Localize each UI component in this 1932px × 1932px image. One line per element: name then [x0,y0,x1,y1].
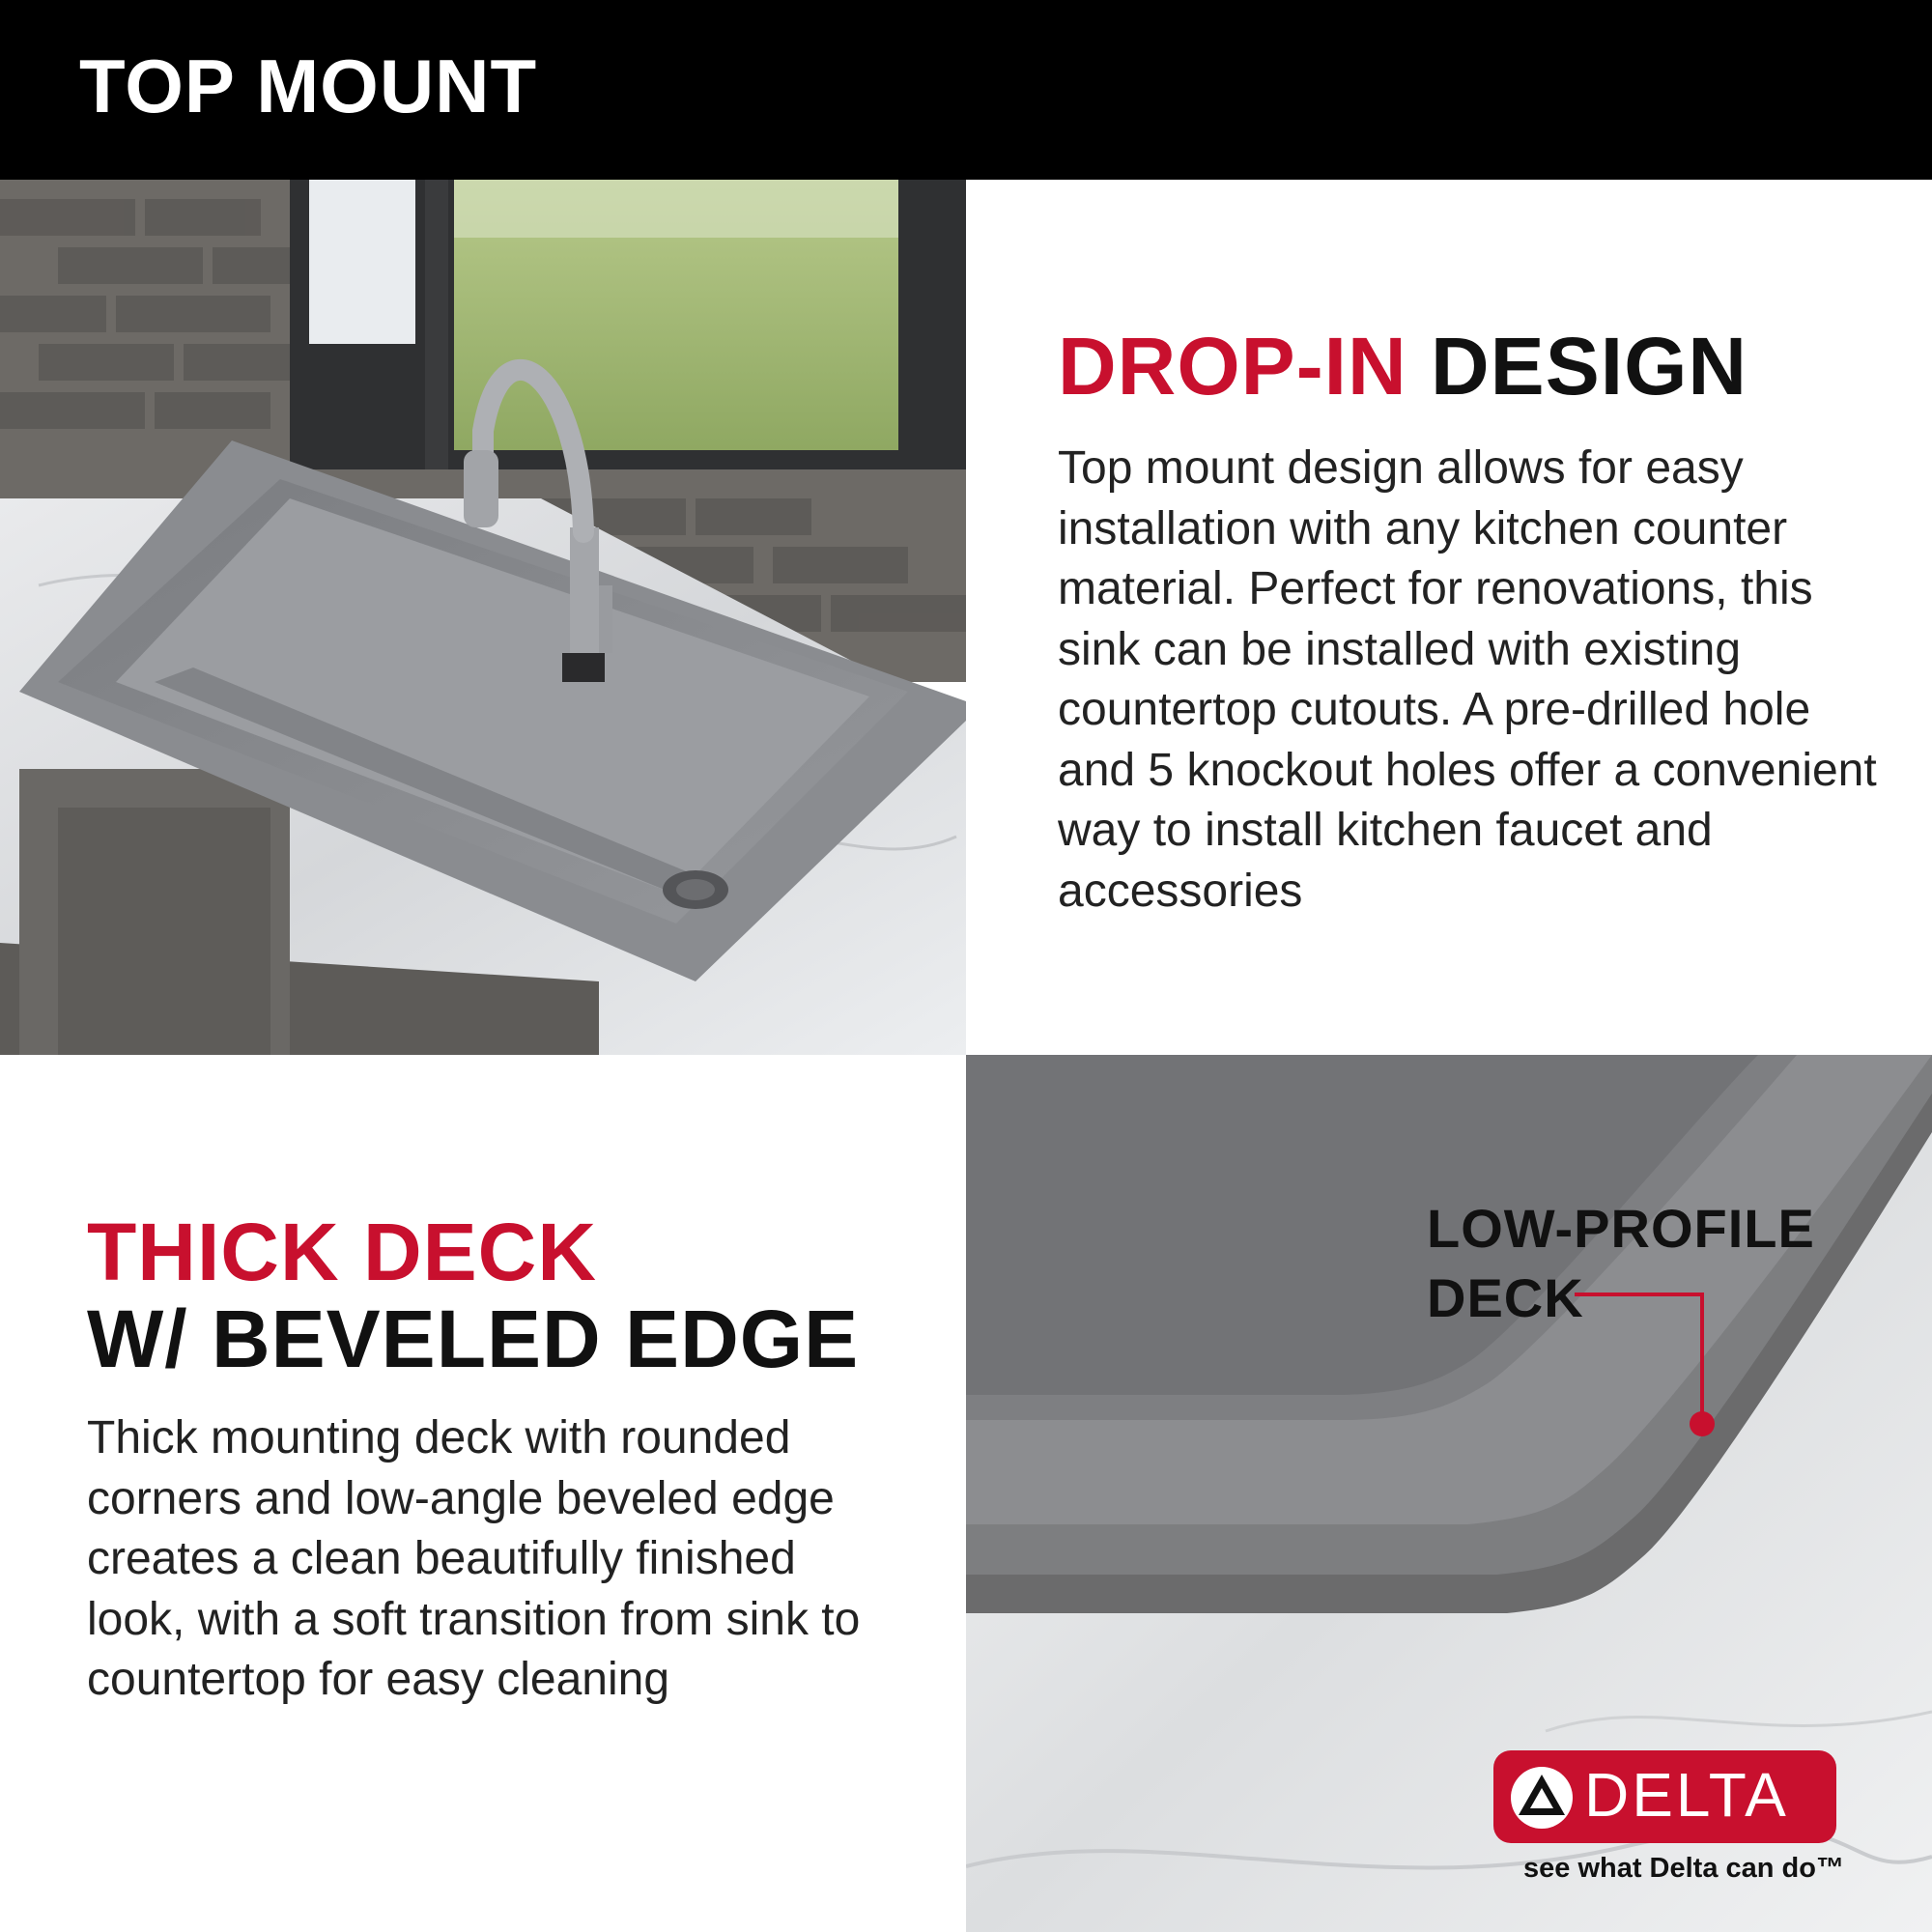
drop-in-heading-accent: DROP-IN [1058,321,1407,412]
thick-deck-heading: THICK DECK [87,1207,597,1297]
drop-in-heading-rest: DESIGN [1431,321,1748,412]
sink-kitchen-illustration [0,180,966,1055]
sink-kitchen-photo [0,180,966,1055]
delta-triangle-icon [1509,1765,1575,1831]
callout-line-1: LOW-PROFILE [1427,1198,1815,1259]
callout-line-2: DECK [1427,1267,1584,1328]
beveled-edge-heading: W/ BEVELED EDGE [87,1293,860,1384]
drop-in-heading [1058,321,1748,412]
thick-deck-description: Thick mounting deck with rounded corners and low-angle beveled edge creates a clean beautifully finished look, with a soft transition from sink to countertop for easy cleaning [87,1412,861,1705]
drop-in-description: Top mount design allows for easy installation with any kitchen counter material. Perfect for renovations, this sink can be installed with existing countertop cutouts. A pre-drilled hole and 5 knockout holes offer a convenient way to install kitchen faucet and accessories [1058,442,1877,917]
delta-wordmark: DELTA [1584,1760,1789,1830]
low-profile-callout [1427,1194,1815,1333]
page-title: TOP MOUNT [79,43,538,128]
delta-tagline: see what Delta can do™ [1523,1853,1844,1884]
